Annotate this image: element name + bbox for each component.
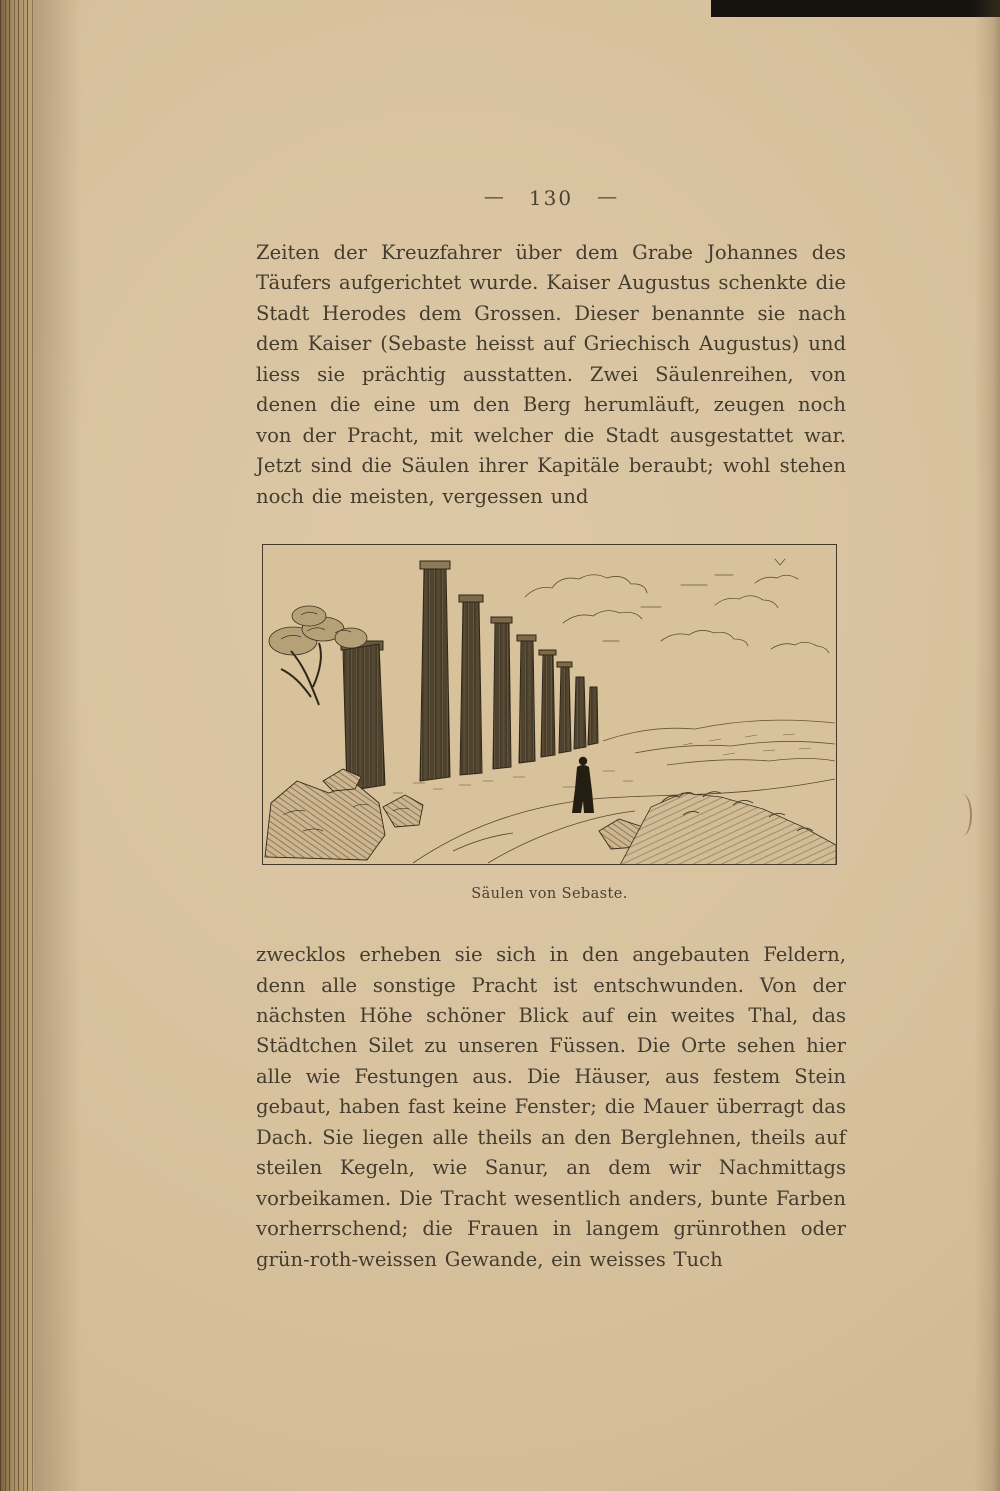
page-number-header bbox=[256, 186, 846, 210]
figure-sebaste bbox=[262, 544, 837, 902]
sebaste-columns-illustration bbox=[262, 544, 837, 865]
paragraph-1: Zeiten der Kreuzfahrer über dem Grabe Johannes des Täufers aufgerichtet wurde. Kaiser Augustus schenkte die Stadt Herodes dem Grossen. Dieser benannte sie nach dem Kaiser (Sebaste heisst auf Griechisch Augustus) und liess sie prächtig ausstatten. Zwei Säulenreihen, von denen die eine um den Berg herumläuft, zeugen noch von der Pracht, mit welcher die Stadt ausgestattet war. Jetzt sind die Säulen ihrer Kapitäle beraubt; wohl stehen noch die meisten, vergessen und bbox=[256, 241, 846, 508]
page-number: 130 bbox=[528, 186, 574, 210]
page-right-edge bbox=[974, 0, 1000, 1491]
figure-caption: Säulen von Sebaste. bbox=[471, 886, 628, 903]
book-cover-strip bbox=[711, 0, 1000, 17]
header-dash-left: — bbox=[483, 184, 505, 208]
page-content bbox=[256, 186, 846, 1275]
book-binding-edge bbox=[0, 0, 34, 1491]
engraving-svg bbox=[263, 545, 836, 864]
binding-shadow bbox=[34, 0, 82, 1491]
page-edge-curl bbox=[956, 794, 972, 836]
paragraph-2: zwecklos erheben sie sich in den angebauten Feldern, denn alle sonstige Pracht ist entschwunden. Von der nächsten Höhe schöner Blick auf ein weites Thal, das Städtchen Silet zu unseren Füssen. Die Orte sehen hier alle wie Festungen aus. Die Häuser, aus festem Stein gebaut, haben fast keine Fenster; die Mauer überragt das Dach. Sie liegen alle theils an den Berglehnen, theils auf steilen Kegeln, wie Sanur, an dem wir Nachmittags vorbeikamen. Die Tracht wesentlich anders, bunte Farben vorherrschend; die Frauen in langem grünrothen oder grün-roth-weissen Gewande, ein weisses Tuch bbox=[256, 943, 846, 1271]
header-dash-right: — bbox=[597, 184, 619, 208]
